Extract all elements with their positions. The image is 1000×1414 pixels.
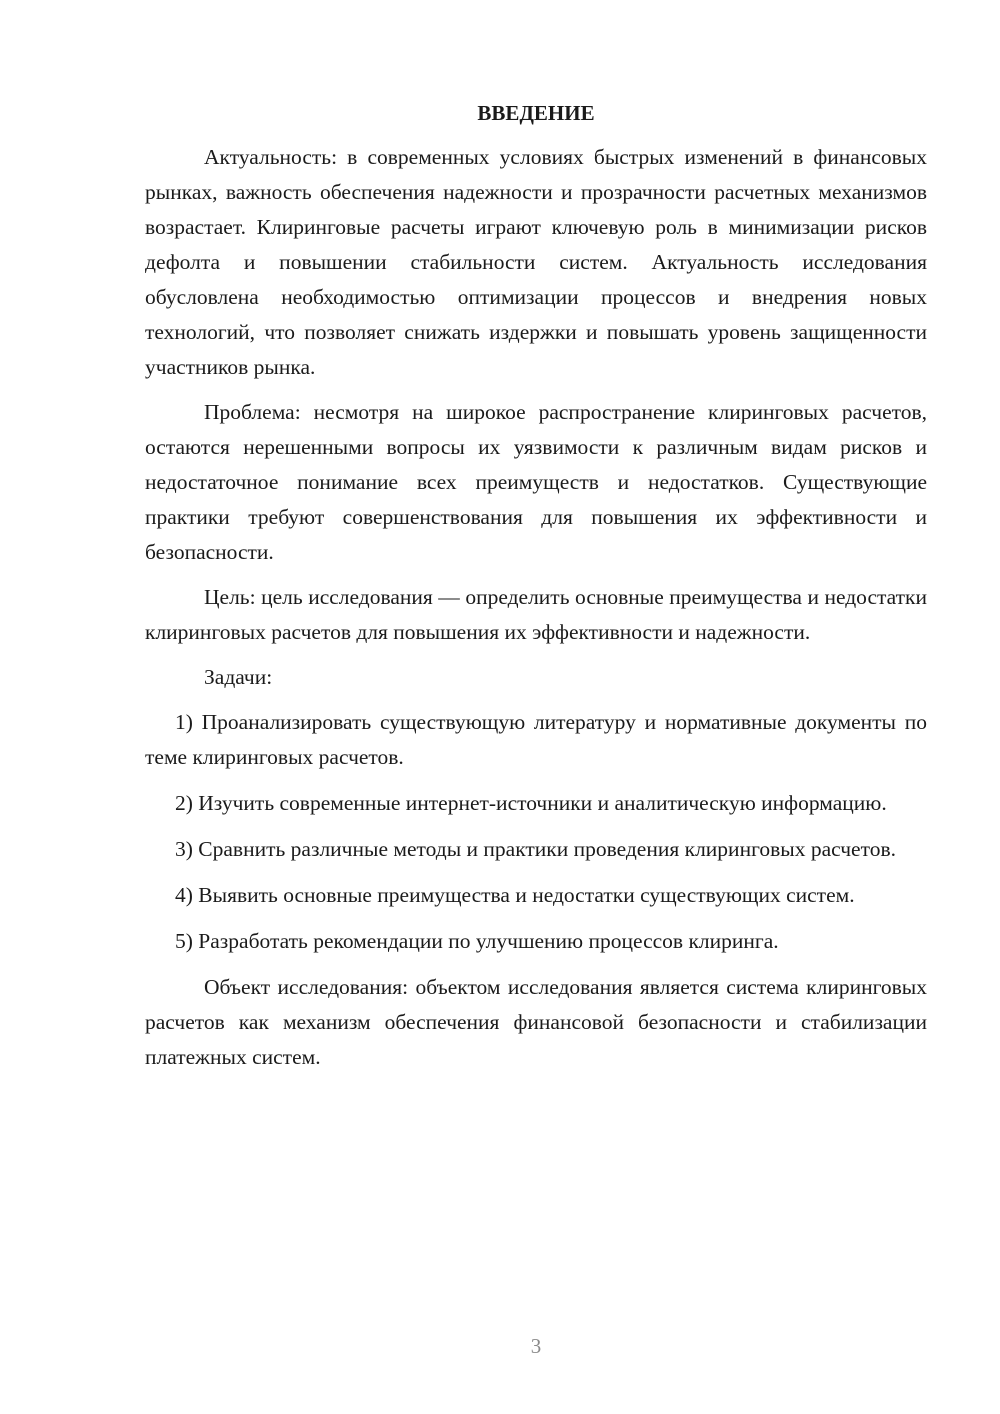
- task-item-1: 1) Проанализировать существующую литературу и нормативные документы по теме клиринговых расчетов.: [145, 710, 927, 769]
- paragraph-relevance: Актуальность: в современных условиях быстрых изменений в финансовых рынках, важность обеспечения надежности и прозрачности расчетных механизмов возрастает. Клиринговые расчеты играют ключевую роль в минимизации рисков дефолта и повышении стабильности систем. Актуальность исследования обусловлена необходимостью оптимизации процессов и внедрения новых технологий, что позволяет снижать издержки и повышать уровень защищенности участников рынка.: [145, 145, 927, 379]
- page-number: 3: [530, 1334, 542, 1358]
- task-item-3: 3) Сравнить различные методы и практики проведения клиринговых расчетов.: [175, 837, 896, 861]
- paragraph-goal: Цель: цель исследования — определить основные преимущества и недостатки клиринговых расчетов для повышения их эффективности и надежности.: [145, 585, 927, 644]
- task-item-2: 2) Изучить современные интернет-источники и аналитическую информацию.: [175, 791, 887, 815]
- task-item-5: 5) Разработать рекомендации по улучшению процессов клиринга.: [175, 929, 779, 953]
- task-item-4: 4) Выявить основные преимущества и недостатки существующих систем.: [175, 883, 855, 907]
- tasks-label: Задачи:: [204, 665, 273, 689]
- paragraph-problem: Проблема: несмотря на широкое распространение клиринговых расчетов, остаются нерешенными вопросы их уязвимости к различным видам рисков и недостаточное понимание всех преимуществ и недостатков. Существующие практики требуют совершенствования для повышения их эффективности и безопасности.: [145, 400, 927, 564]
- paragraph-object: Объект исследования: объектом исследования является система клиринговых расчетов как механизм обеспечения финансовой безопасности и стабилизации платежных систем.: [145, 975, 927, 1069]
- page-content: [145, 96, 927, 1085]
- section-heading: ВВЕДЕНИЕ: [477, 101, 595, 125]
